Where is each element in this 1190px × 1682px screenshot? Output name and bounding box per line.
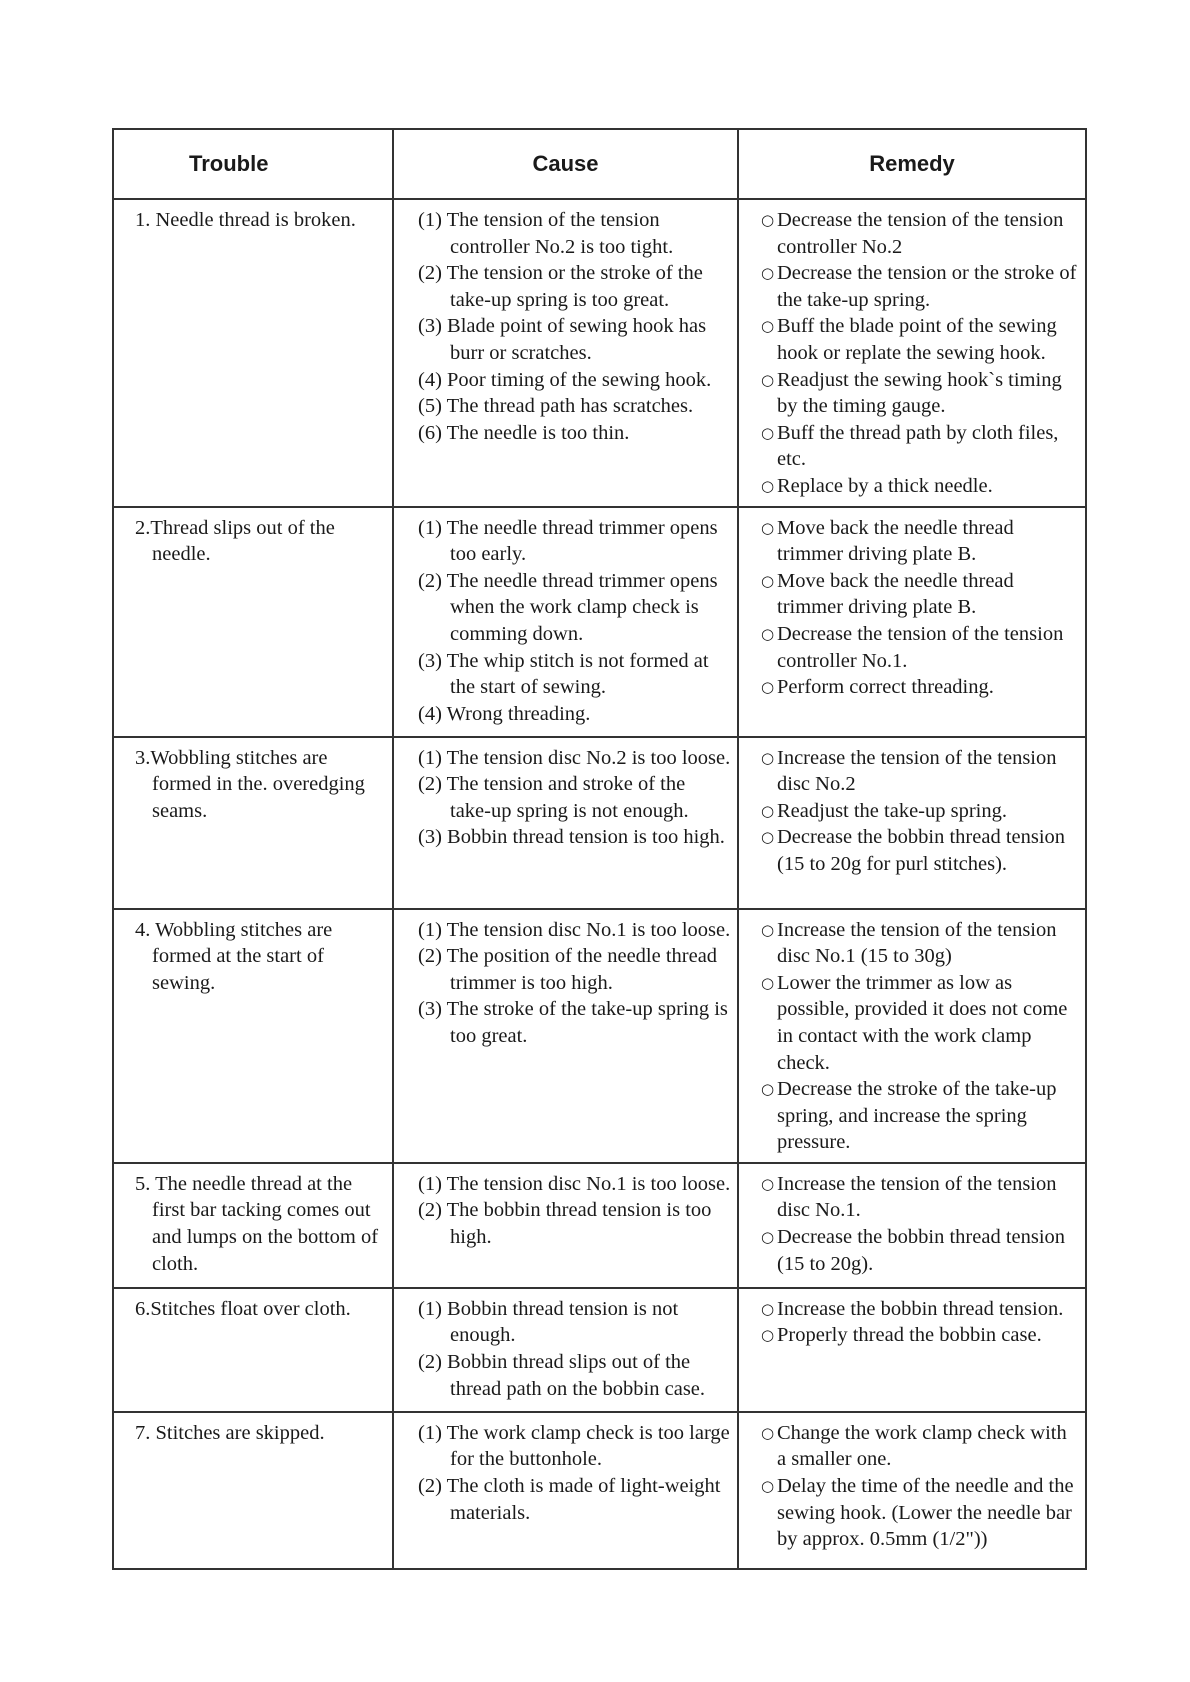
cause-item: (4) Wrong threading. — [418, 702, 591, 725]
circle-bullet-icon: ○ — [761, 518, 775, 537]
remedy-text: Decrease the bobbin thread tension (15 to 20g for purl stitches). — [777, 826, 1066, 875]
cause-item: (2) The tension and stroke of the take-up spring is not enough. — [418, 773, 689, 822]
header-remedy: Remedy — [738, 129, 1086, 199]
cause-item: (1) The tension disc No.1 is too loose. — [418, 918, 731, 941]
trouble-cell — [113, 1412, 393, 1569]
circle-bullet-icon: ○ — [761, 678, 775, 697]
cause-cell — [393, 1163, 738, 1288]
cause-item: (6) The needle is too thin. — [418, 421, 630, 444]
trouble-text: 5. The needle thread at the first bar tacking comes out and lumps on the bottom of cloth. — [135, 1172, 379, 1275]
circle-bullet-icon: ○ — [761, 801, 775, 820]
remedy-text: Change the work clamp check with a smaller one. — [777, 1421, 1067, 1471]
remedy-text: Decrease the tension of the tension controller No.1. — [777, 622, 1064, 672]
cause-item: (3) The stroke of the take-up spring is too great. — [418, 998, 728, 1047]
remedy-text: Perform correct threading. — [777, 676, 994, 699]
table-row — [113, 199, 1086, 507]
remedy-text: Decrease the stroke of the take-up spring, and increase the spring pressure. — [777, 1078, 1057, 1154]
cause-cell — [393, 507, 738, 737]
remedy-cell — [738, 909, 1086, 1163]
circle-bullet-icon: ○ — [761, 571, 775, 590]
cause-item: (1) The tension of the tension controller No.2 is too tight. — [418, 209, 674, 258]
remedy-cell — [738, 1288, 1086, 1412]
remedy-item — [761, 260, 1079, 313]
remedy-text: Readjust the sewing hook`s timing by the timing gauge. — [777, 368, 1062, 418]
remedy-item — [761, 473, 1079, 500]
trouble-cell — [113, 507, 393, 737]
circle-bullet-icon: ○ — [761, 317, 775, 336]
header-cause: Cause — [393, 129, 738, 199]
remedy-item — [761, 367, 1079, 420]
trouble-cell — [113, 1163, 393, 1288]
remedy-text: Buff the thread path by cloth files, etc. — [777, 421, 1059, 471]
cause-item: (1) The tension disc No.1 is too loose. — [418, 1172, 731, 1195]
remedy-text: Decrease the tension or the stroke of the take-up spring. — [777, 262, 1077, 311]
circle-bullet-icon: ○ — [761, 1299, 775, 1318]
cause-item: (1) Bobbin thread tension is not enough. — [418, 1297, 679, 1347]
remedy-cell — [738, 199, 1086, 507]
remedy-text: Move back the needle thread trimmer driving plate B. — [777, 569, 1014, 619]
cause-item: (3) Bobbin thread tension is too high. — [418, 826, 725, 849]
remedy-cell — [738, 1412, 1086, 1569]
cause-item: (2) The cloth is made of light-weight materials. — [418, 1475, 721, 1524]
remedy-text: Decrease the tension of the tension controller No.2 — [777, 209, 1064, 258]
remedy-text: Increase the bobbin thread tension. — [777, 1297, 1064, 1320]
remedy-item — [761, 798, 1079, 825]
cause-cell — [393, 1412, 738, 1569]
circle-bullet-icon: ○ — [761, 748, 775, 767]
trouble-text: 7. Stitches are skipped. — [135, 1421, 325, 1444]
table-row — [113, 737, 1086, 909]
trouble-cell — [113, 737, 393, 909]
remedy-item — [761, 745, 1079, 798]
trouble-text: 6.Stitches float over cloth. — [135, 1297, 351, 1320]
table-row — [113, 909, 1086, 1163]
cause-item: (2) The bobbin thread tension is too high. — [418, 1199, 712, 1249]
circle-bullet-icon: ○ — [761, 624, 775, 643]
remedy-text: Replace by a thick needle. — [777, 474, 993, 497]
cause-item: (3) Blade point of sewing hook has burr or scratches. — [418, 315, 707, 364]
trouble-cell — [113, 199, 393, 507]
remedy-text: Increase the tension of the tension disc No.2 — [777, 746, 1057, 796]
remedy-text: Decrease the bobbin thread tension (15 to 20g). — [777, 1226, 1066, 1275]
remedy-item — [761, 1420, 1079, 1473]
cause-cell — [393, 909, 738, 1163]
trouble-text: 3.Wobbling stitches are formed in the. overedging seams. — [135, 746, 365, 822]
circle-bullet-icon: ○ — [761, 211, 775, 229]
cause-cell — [393, 737, 738, 909]
remedy-item — [761, 621, 1079, 674]
header-trouble-label: Trouble — [189, 151, 269, 176]
remedy-cell — [738, 737, 1086, 909]
remedy-item — [761, 917, 1079, 970]
header-row — [113, 129, 1086, 199]
table-row — [113, 1163, 1086, 1288]
remedy-text: Properly thread the bobbin case. — [777, 1324, 1042, 1347]
circle-bullet-icon: ○ — [761, 1326, 775, 1345]
remedy-item — [761, 1322, 1079, 1349]
remedy-text: Increase the tension of the tension disc No.1. — [777, 1172, 1057, 1222]
trouble-text: 4. Wobbling stitches are formed at the start of sewing. — [135, 918, 333, 994]
remedy-item — [761, 313, 1079, 366]
trouble-text: 1. Needle thread is broken. — [135, 209, 356, 231]
remedy-cell — [738, 1163, 1086, 1288]
circle-bullet-icon: ○ — [761, 423, 775, 442]
remedy-item — [761, 1473, 1079, 1553]
cause-item: (2) The tension or the stroke of the take-up spring is too great. — [418, 262, 703, 311]
circle-bullet-icon: ○ — [761, 1477, 775, 1496]
circle-bullet-icon: ○ — [761, 1080, 775, 1099]
remedy-text: Delay the time of the needle and the sewing hook. (Lower the needle bar by approx. 0.5mm (1/2")) — [777, 1475, 1074, 1551]
remedy-item — [761, 207, 1079, 260]
trouble-cell — [113, 1288, 393, 1412]
trouble-cell — [113, 909, 393, 1163]
troubleshooting-table — [112, 128, 1087, 1570]
remedy-item — [761, 1076, 1079, 1156]
cause-item: (2) The needle thread trimmer opens when the work clamp check is comming down. — [418, 569, 718, 645]
header-trouble — [113, 129, 393, 199]
remedy-text: Increase the tension of the tension disc No.1 (15 to 30g) — [777, 918, 1057, 968]
cause-item: (3) The whip stitch is not formed at the start of sewing. — [418, 649, 709, 699]
circle-bullet-icon: ○ — [761, 476, 775, 495]
remedy-item — [761, 515, 1079, 568]
cause-item: (1) The work clamp check is too large for the buttonhole. — [418, 1421, 730, 1471]
remedy-item — [761, 674, 1079, 701]
circle-bullet-icon: ○ — [761, 828, 775, 847]
remedy-item — [761, 1224, 1079, 1277]
cause-item: (2) The position of the needle thread trimmer is too high. — [418, 945, 718, 994]
remedy-text: Readjust the take-up spring. — [777, 799, 1008, 822]
circle-bullet-icon: ○ — [761, 1228, 775, 1247]
circle-bullet-icon: ○ — [761, 370, 775, 389]
circle-bullet-icon: ○ — [761, 1423, 775, 1442]
remedy-item — [761, 1171, 1079, 1224]
remedy-cell — [738, 507, 1086, 737]
trouble-text: 2.Thread slips out of the needle. — [135, 516, 335, 566]
circle-bullet-icon: ○ — [761, 1174, 775, 1193]
table-row — [113, 507, 1086, 737]
remedy-text: Move back the needle thread trimmer driving plate B. — [777, 516, 1014, 566]
circle-bullet-icon: ○ — [761, 920, 775, 939]
remedy-text: Lower the trimmer as low as possible, provided it does not come in contact with the work clamp check. — [777, 971, 1068, 1074]
cause-cell — [393, 1288, 738, 1412]
table-row — [113, 1412, 1086, 1569]
remedy-text: Buff the blade point of the sewing hook or replate the sewing hook. — [777, 315, 1057, 364]
table-row — [113, 1288, 1086, 1412]
circle-bullet-icon: ○ — [761, 264, 775, 283]
remedy-item — [761, 1296, 1079, 1323]
cause-item: (2) Bobbin thread slips out of the thread path on the bobbin case. — [418, 1351, 706, 1400]
cause-item: (1) The tension disc No.2 is too loose. — [418, 746, 731, 769]
remedy-item — [761, 568, 1079, 621]
remedy-item — [761, 970, 1079, 1076]
circle-bullet-icon: ○ — [761, 973, 775, 992]
remedy-item — [761, 420, 1079, 473]
cause-item: (5) The thread path has scratches. — [418, 395, 694, 418]
cause-item: (4) Poor timing of the sewing hook. — [418, 368, 712, 391]
cause-cell — [393, 199, 738, 507]
cause-item: (1) The needle thread trimmer opens too early. — [418, 516, 718, 566]
remedy-item — [761, 824, 1079, 877]
